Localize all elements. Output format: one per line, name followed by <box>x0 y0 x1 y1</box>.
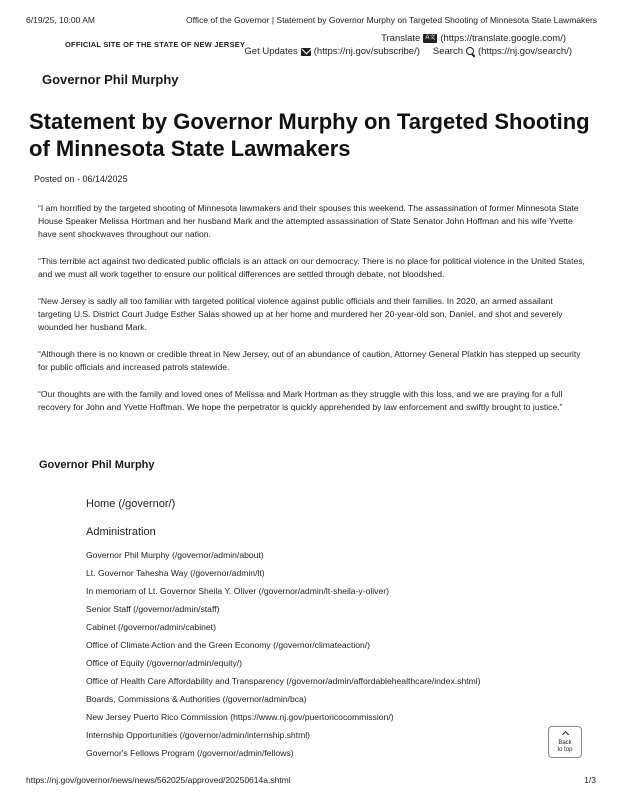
admin-link[interactable]: In memoriam of Lt. Governor Sheila Y. Oliver (/governor/admin/lt-sheila-y-oliver) <box>86 586 389 596</box>
admin-link[interactable]: Office of Equity (/governor/admin/equity/) <box>86 658 243 668</box>
article-body <box>38 202 586 428</box>
admin-links <box>86 549 481 765</box>
utility-links <box>244 46 572 57</box>
translate-url: (https://translate.google.com/) <box>440 33 566 44</box>
posted-date: Posted on - 06/14/2025 <box>34 174 128 184</box>
print-timestamp: 6/19/25, 10:00 AM <box>26 15 95 25</box>
admin-link[interactable]: Lt. Governor Tahesha Way (/governor/admin/lt) <box>86 568 265 578</box>
search-url[interactable]: (https://nj.gov/search/) <box>478 46 572 57</box>
admin-link[interactable]: Office of Climate Action and the Green Economy (/governor/climateaction/) <box>86 640 371 650</box>
admin-link[interactable]: Senior Staff (/governor/admin/staff) <box>86 604 220 614</box>
article-title: Statement by Governor Murphy on Targeted Shooting of Minnesota State Lawmakers <box>29 109 590 161</box>
get-updates-url[interactable]: (https://nj.gov/subscribe/) <box>313 46 420 57</box>
print-page-title: Office of the Governor | Statement by Governor Murphy on Targeted Shooting of Minnesota State Lawmakers <box>186 15 598 25</box>
translate-link[interactable] <box>381 33 566 44</box>
official-site-label: OFFICIAL SITE OF THE STATE OF NEW JERSEY <box>65 40 246 49</box>
translate-icon: A文 <box>425 35 436 41</box>
back-to-top-line2: to top <box>557 746 573 753</box>
print-page-number: 1/3 <box>584 775 596 785</box>
translate-label: Translate <box>381 33 421 44</box>
search-icon[interactable] <box>466 47 475 56</box>
admin-link[interactable]: Boards, Commissions & Authorities (/governor/admin/bca) <box>86 694 307 704</box>
article-paragraph: “New Jersey is sadly all too familiar with targeted political violence against public officials and their families. In 2020, an armed assailant targeting U.S. District Court Judge Esther Salas showed up at her home and murdered her 20-year-old son, Daniel, and shot and severely wounded her husband Mark. <box>38 296 563 333</box>
chevron-up-icon <box>561 731 568 738</box>
admin-link[interactable]: New Jersey Puerto Rico Commission (https://www.nj.gov/puertoricocommission/) <box>86 712 394 722</box>
article-paragraph: “Our thoughts are with the family and loved ones of Melissa and Mark Hortman as they struggle with this loss, and we are praying for a full recovery for John and Yvette Hoffman. We hope the perpetrator is quickly apprehended by law enforcement and swiftly brought to justice.” <box>38 389 563 413</box>
article-paragraph: “This terrible act against two dedicated public officials is an attack on our democracy. There is no place for political violence in the United States, and we must all work together to ensure our political differences are settled through debate, not bloodshed. <box>38 256 585 280</box>
site-title[interactable]: Governor Phil Murphy <box>42 72 179 87</box>
footer-admin-heading: Administration <box>86 526 156 538</box>
admin-link[interactable]: Office of Health Care Affordability and Transparency (/governor/admin/affordablehealthcare/index.shtml) <box>86 676 481 686</box>
admin-link[interactable]: Governor's Fellows Program (/governor/admin/fellows) <box>86 748 294 758</box>
article-paragraph: “I am horrified by the targeted shooting of Minnesota lawmakers and their spouses this weekend. The assassination of former Minnesota State House Speaker Melissa Hortman and her husband Mark and the attempted assassination of State Senator John Hoffman and his wife Yvette have sent shockwaves throughout our nation. <box>38 203 579 240</box>
search-label[interactable]: Search <box>432 46 464 57</box>
admin-link[interactable]: Cabinet (/governor/admin/cabinet) <box>86 622 216 632</box>
article-paragraph: “Although there is no known or credible threat in New Jersey, out of an abundance of caution, Attorney General Platkin has stepped up security for public officials and increased patrols statewide. <box>38 349 581 373</box>
back-to-top-line1: Back <box>558 740 572 746</box>
footer-home-link[interactable]: Home (/governor/) <box>86 498 176 510</box>
admin-link[interactable]: Internship Opportunities (/governor/admin/internship.shtml) <box>86 730 311 740</box>
admin-link[interactable]: Governor Phil Murphy (/governor/admin/about) <box>86 550 264 560</box>
back-to-top-button[interactable] <box>548 726 582 758</box>
footer-title: Governor Phil Murphy <box>39 459 155 471</box>
get-updates-label[interactable]: Get Updates <box>244 46 298 57</box>
print-url: https://nj.gov/governor/news/news/562025/approved/20250614a.shtml <box>26 775 291 785</box>
envelope-icon[interactable] <box>301 48 311 56</box>
